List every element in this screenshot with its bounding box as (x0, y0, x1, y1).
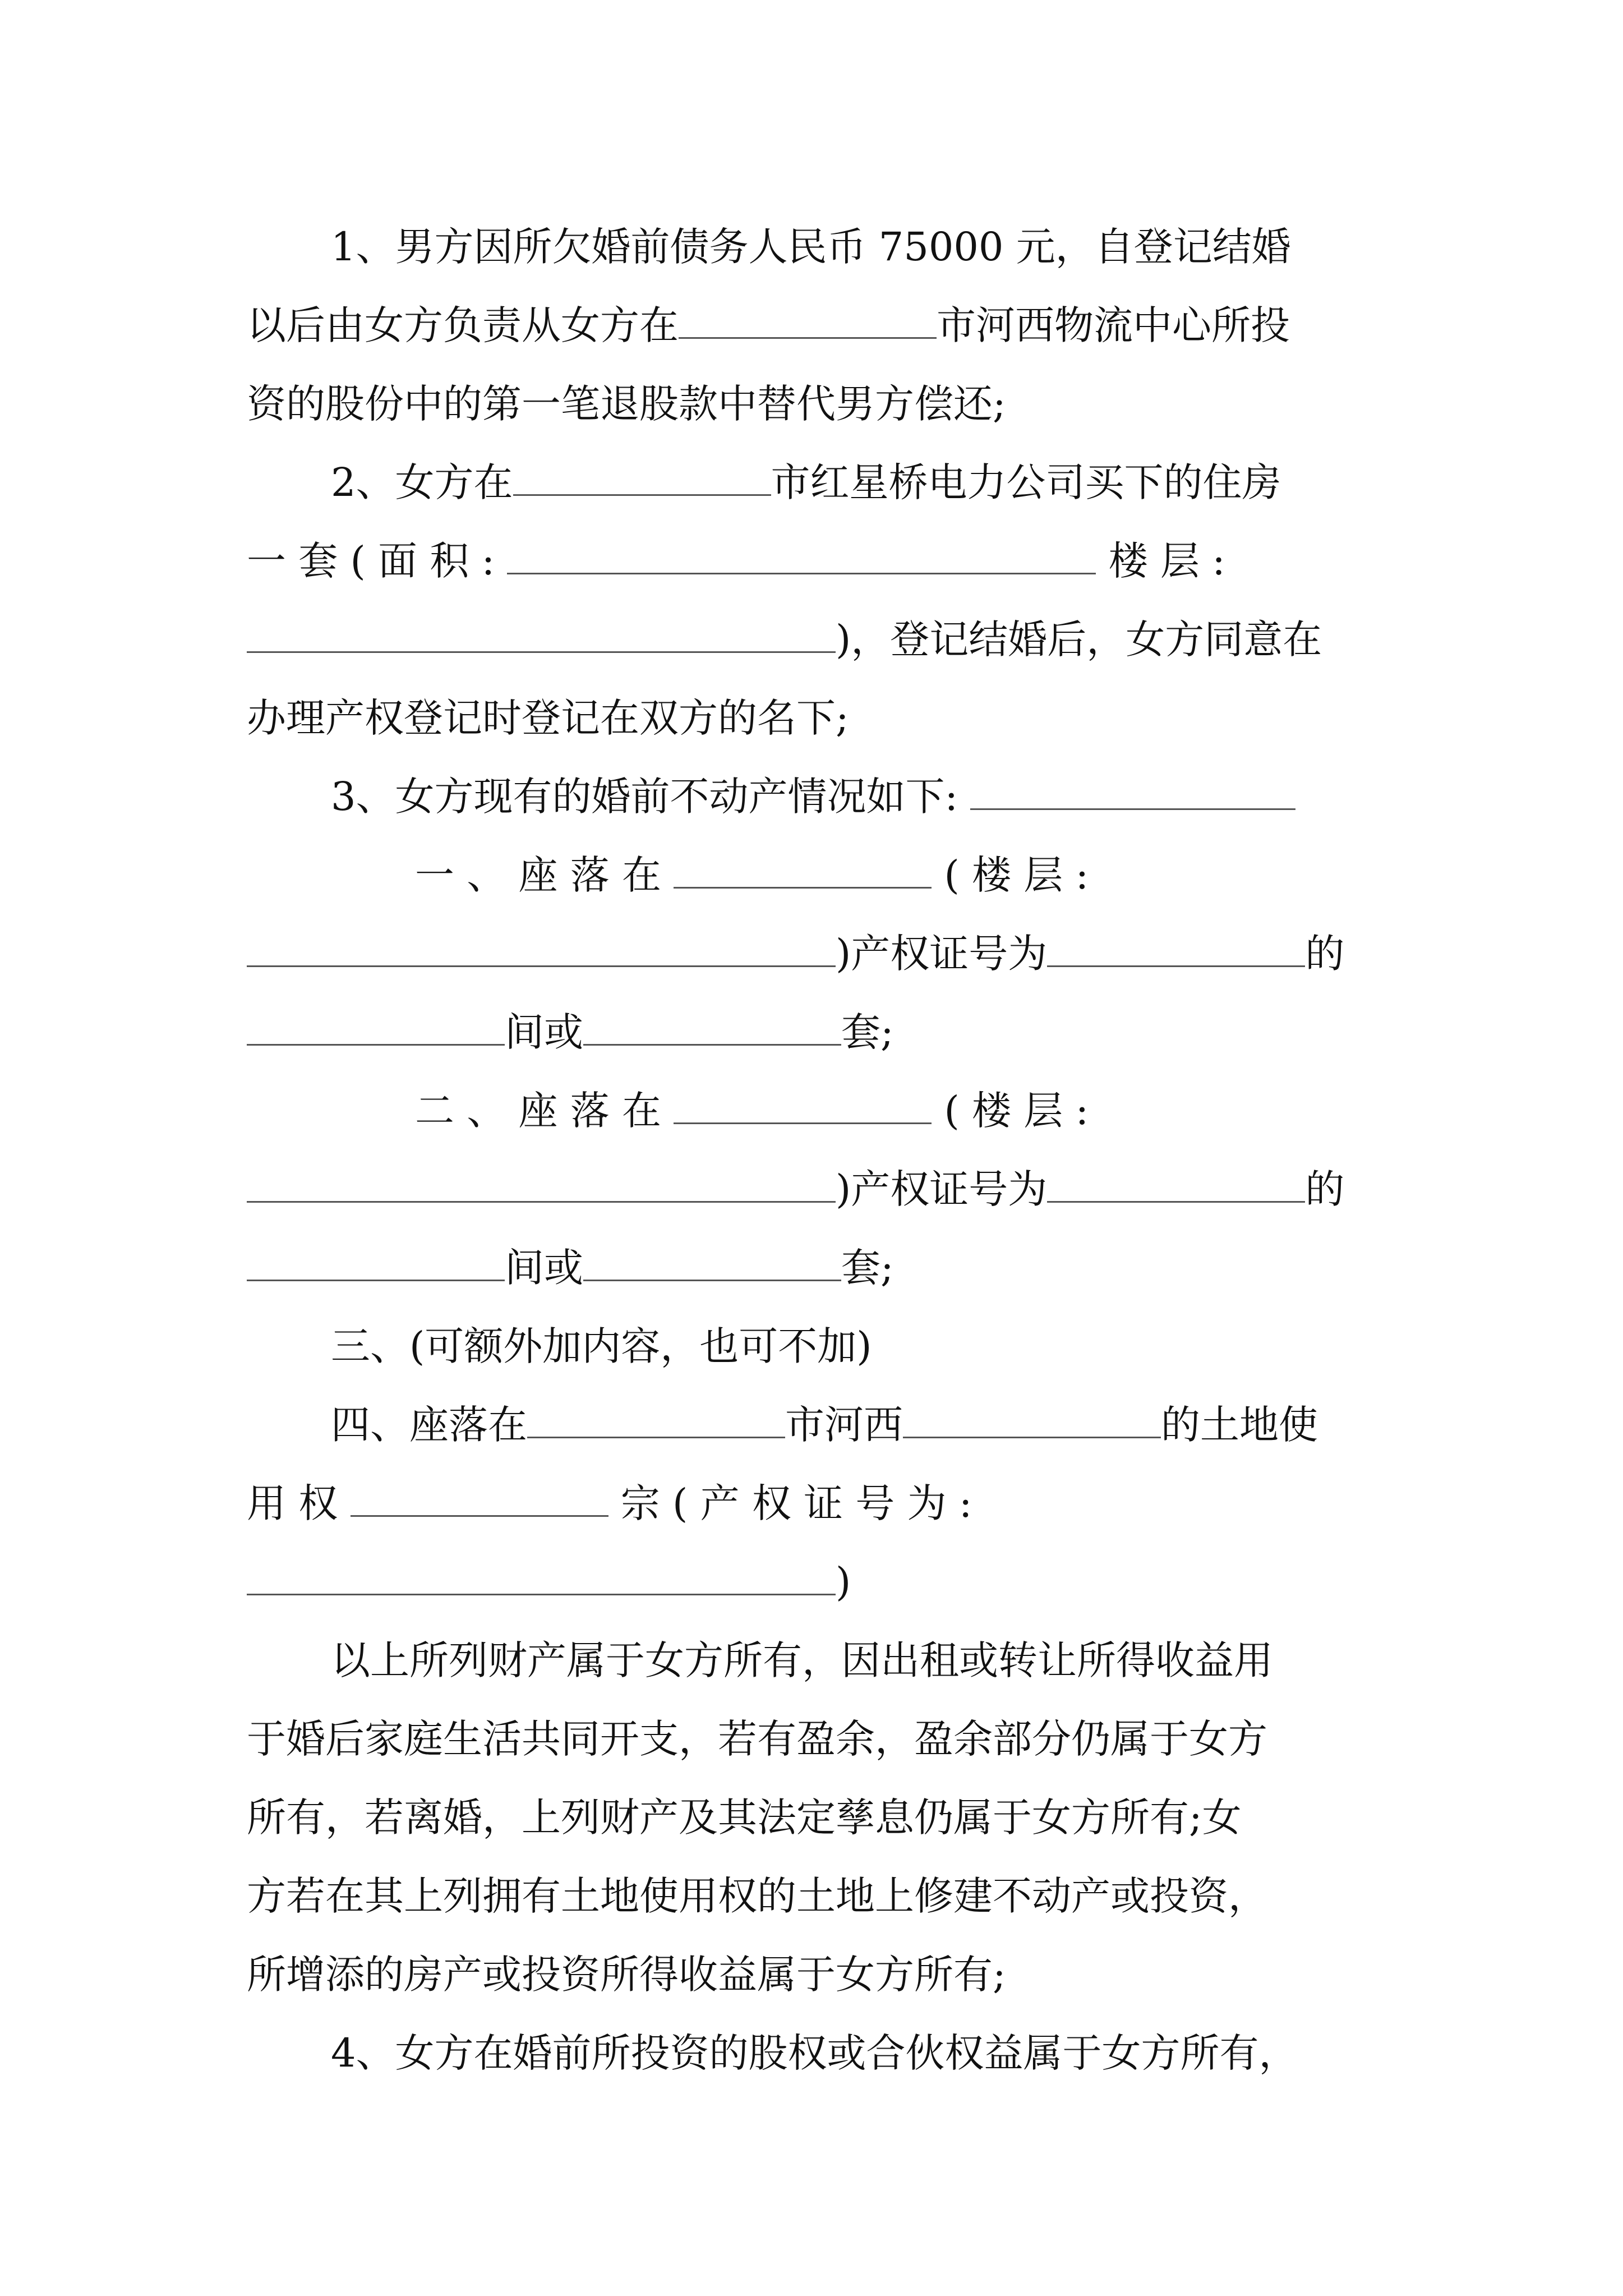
text: 4、女方在婚前所投资的股权或合伙权益属于女方所有， (331, 2030, 1298, 2076)
text: )产权证号为 (836, 931, 1048, 977)
fill-blank (583, 1007, 841, 1046)
fill-blank (903, 1400, 1161, 1438)
item-two-line-1 (415, 1071, 1380, 1150)
fill-blank (247, 928, 836, 967)
text: 四、座落在 (331, 1402, 527, 1448)
text: 1、男方因所欠婚前债务人民币 75000 元，自登记结婚 (331, 224, 1291, 270)
paragraph-4-line-5 (247, 1935, 1380, 2014)
text: 的 (1305, 1166, 1345, 1212)
text: 2、女方在 (331, 459, 513, 505)
item-two-line-2 (247, 1150, 1380, 1228)
text: )产权证号为 (836, 1166, 1048, 1212)
fill-blank (1047, 928, 1305, 967)
item-four-line-1 (331, 1386, 1380, 1464)
paragraph-1-line-2 (247, 286, 1380, 365)
fill-blank (527, 1400, 785, 1438)
text: ) (836, 1559, 851, 1605)
fill-blank (247, 1007, 505, 1046)
paragraph-4-line-1 (331, 1621, 1380, 1700)
text: 用 权 (247, 1480, 338, 1526)
fill-blank (970, 771, 1295, 810)
text: 间或 (505, 1009, 583, 1055)
fill-blank (351, 1478, 608, 1517)
text: 所有，若离婚，上列财产及其法定孳息仍属于女方所有;女 (247, 1795, 1242, 1841)
paragraph-2-line-1 (331, 443, 1380, 522)
text: 市河西物流中心所投 (937, 302, 1290, 348)
item-four-line-2 (247, 1464, 1380, 1543)
text: ( 楼 层 : (944, 852, 1089, 898)
text: 套; (841, 1245, 894, 1291)
item-two-line-3 (247, 1228, 1380, 1307)
text: 资的股份中的第一笔退股款中替代男方偿还; (247, 381, 1006, 427)
text: 间或 (505, 1245, 583, 1291)
text: 三、(可额外加内容，也可不加) (331, 1323, 872, 1369)
paragraph-2-line-3 (247, 600, 1380, 679)
fill-blank (507, 536, 1096, 574)
text: 所增添的房产或投资所得收益属于女方所有; (247, 1952, 1006, 1998)
text: 以后由女方负责从女方在 (247, 302, 679, 348)
text: )，登记结婚后，女方同意在 (836, 616, 1322, 662)
text: 的土地使 (1161, 1402, 1318, 1448)
paragraph-1-line-1 (331, 208, 1380, 286)
fill-blank (247, 614, 836, 653)
text: 的 (1305, 931, 1345, 977)
text: 楼 层 : (1108, 538, 1225, 584)
text: 二 、 座 落 在 (415, 1088, 662, 1134)
paragraph-5-line-1 (331, 2014, 1380, 2092)
item-one-line-3 (247, 993, 1380, 1071)
item-four-line-3 (247, 1543, 1380, 1621)
text: 于婚后家庭生活共同开支，若有盈余，盈余部分仍属于女方 (247, 1716, 1267, 1762)
text: 方若在其上列拥有土地使用权的土地上修建不动产或投资， (247, 1873, 1267, 1919)
fill-blank (674, 850, 932, 889)
text: 市红星桥电力公司买下的住房 (771, 459, 1281, 505)
fill-blank (679, 300, 937, 339)
fill-blank (247, 1243, 505, 1281)
text: 一 套 ( 面 积 : (247, 538, 495, 584)
paragraph-4-line-3 (247, 1778, 1380, 1857)
fill-blank (247, 1557, 836, 1595)
fill-blank (513, 457, 771, 496)
text: 3、女方现有的婚前不动产情况如下: (331, 774, 958, 820)
item-one-line-1 (415, 836, 1380, 914)
item-three (331, 1307, 1380, 1386)
text: 套; (841, 1009, 894, 1055)
paragraph-2-line-2 (247, 522, 1380, 600)
text: 办理产权登记时登记在双方的名下; (247, 695, 849, 741)
fill-blank (1047, 1164, 1305, 1203)
item-one-line-2 (247, 914, 1380, 993)
fill-blank (583, 1243, 841, 1281)
paragraph-2-line-4 (247, 679, 1380, 757)
paragraph-1-line-3 (247, 365, 1380, 443)
text: 一 、 座 落 在 (415, 852, 662, 898)
text: 宗 ( 产 权 证 号 为 : (620, 1480, 972, 1526)
fill-blank (674, 1085, 932, 1124)
paragraph-4-line-2 (247, 1700, 1380, 1778)
text: 市河西 (785, 1402, 903, 1448)
paragraph-4-line-4 (247, 1857, 1380, 1935)
text: 以上所列财产属于女方所有，因出租或转让所得收益用 (331, 1637, 1273, 1683)
text: ( 楼 层 : (944, 1088, 1089, 1134)
paragraph-3-line-1 (331, 757, 1380, 836)
fill-blank (247, 1164, 836, 1203)
